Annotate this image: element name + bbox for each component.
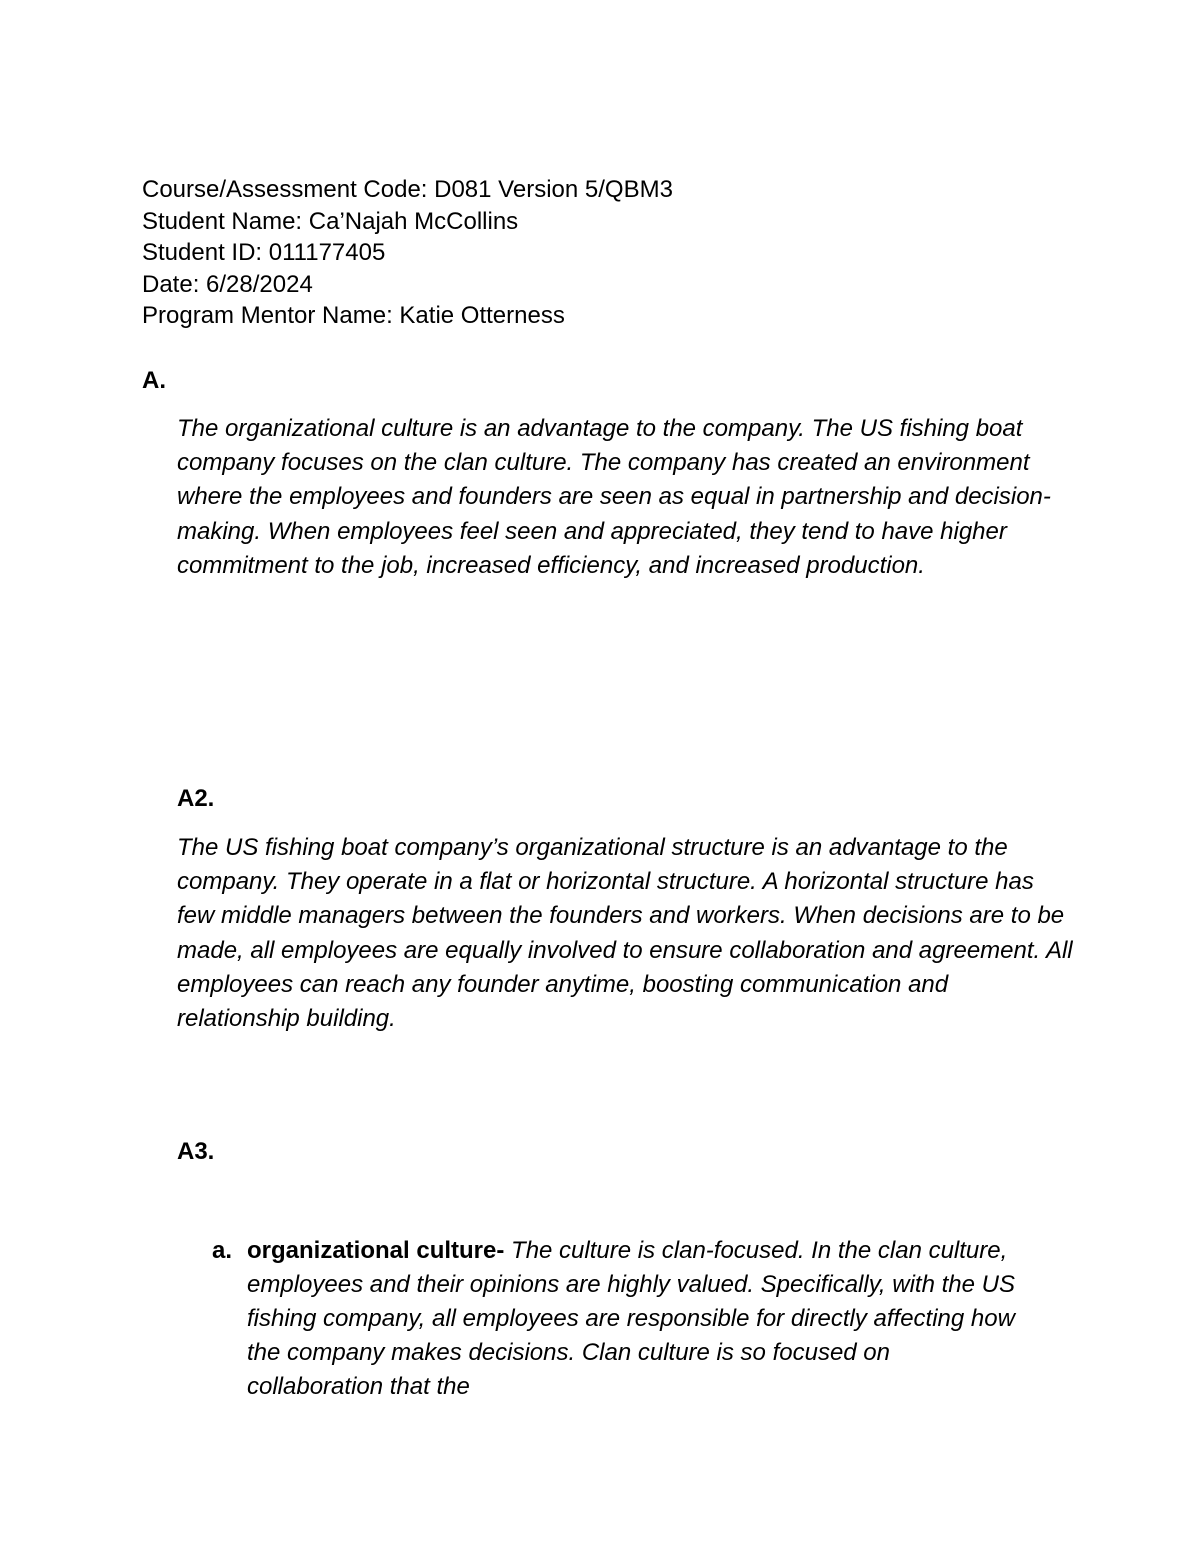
header-block [142,174,1042,332]
section-a3-heading: A3. [177,1138,215,1165]
list-marker: a. [212,1237,233,1264]
submission-date: Date: 6/28/2024 [142,270,313,298]
section-a-heading: A. [142,367,166,394]
list-item-body [247,1234,1032,1404]
student-name: Student Name: Ca’Najah McCollins [142,207,519,235]
student-id: Student ID: 011177405 [142,239,386,266]
section-a-paragraph: The organizational culture is an advantage to the company. The US fishing boat company focuses on the clan culture. The company has created an environment where the employees and founders are seen as equal in partnership and decision-making. When employees feel seen and appreciated, they tend to have higher commitment to the job, increased efficiency, and increased production. [177,415,1051,579]
list-item-term: organizational culture- [247,1237,505,1264]
section-a2-heading: A2. [177,785,215,812]
program-mentor: Program Mentor Name: Katie Otterness [142,302,565,329]
course-code: Course/Assessment Code: D081 Version 5/QBM3 [142,176,673,203]
section-a2-paragraph: The US fishing boat company’s organizational structure is an advantage to the company. They operate in a flat or horizontal structure. A horizontal structure has few middle managers between the founders and workers. When decisions are to be made, all employees are equally involved to ensure collaboration and agreement. All employees can reach any founder anytime, boosting communication and relationship building. [177,834,1073,1033]
list-item-text: The culture is clan-focused. In the clan culture, employees and their opinions are highly valued. Specifically, with the US fishing company, all employees are responsible for directly affecting how the company makes decisions. Clan culture is so focused on collaboration that the [247,1237,1015,1400]
list-item [212,1234,1032,1404]
